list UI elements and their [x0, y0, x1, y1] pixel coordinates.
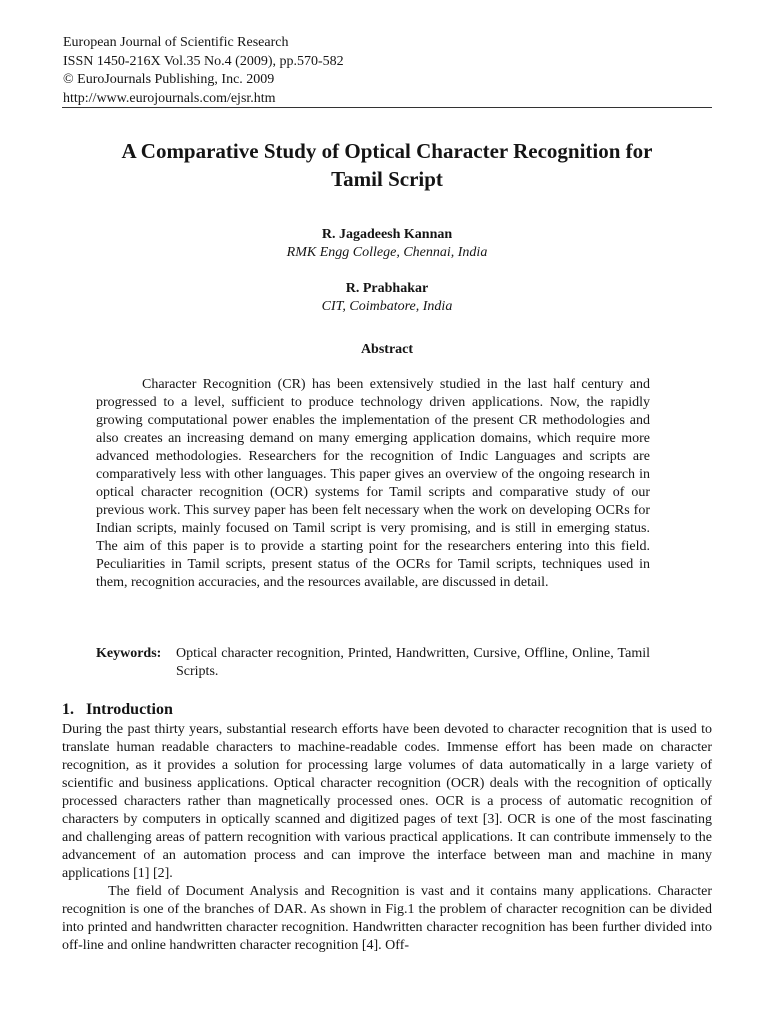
keywords-block: [96, 645, 650, 681]
author-affiliation: CIT, Coimbatore, India: [321, 299, 453, 314]
issn-line: ISSN 1450-216X Vol.35 No.4 (2009), pp.570-582: [63, 53, 344, 69]
author-block-1: [62, 226, 712, 262]
section-heading: [62, 701, 173, 719]
journal-name: European Journal of Scientific Research: [63, 35, 289, 50]
title-line-2: Tamil Script: [331, 167, 443, 191]
introduction-body: [62, 721, 712, 955]
keywords-label: Keywords:: [96, 646, 162, 661]
paper-title: [62, 137, 712, 193]
copyright-line: © EuroJournals Publishing, Inc. 2009: [63, 72, 275, 87]
header-divider: [62, 107, 712, 108]
keywords-text: Optical character recognition, Printed, Handwritten, Cursive, Offline, Online, Tamil Scripts.: [176, 646, 650, 679]
paragraph: The field of Document Analysis and Recognition is vast and it contains many applications. Character recognition is one of the branches of DAR. As shown in Fig.1 the problem of character recognition can be divided into printed and handwritten character recognition. Handwritten character recognition has been further divided into off-line and online handwritten character recognition [4]. Off-: [62, 884, 712, 953]
author-name: R. Prabhakar: [345, 281, 429, 296]
section-title: Introduction: [86, 701, 173, 718]
author-name: R. Jagadeesh Kannan: [321, 227, 453, 242]
abstract-heading: Abstract: [360, 342, 414, 357]
author-block-2: [62, 280, 712, 316]
author-affiliation: RMK Engg College, Chennai, India: [286, 245, 488, 260]
abstract-body: Character Recognition (CR) has been extensively studied in the last half century and progressed to a level, sufficient to produce technology driven applications. Now, the rapidly growing computational power enables the implementation of the present CR methodologies and also creates an increasing demand on many emerging application domains, which require more advanced methodologies. Researchers for the recognition of Indic Languages and scripts are comparatively less with other languages. This paper gives an overview of the ongoing research in optical character recognition (OCR) systems for Tamil scripts and comparative study of our previous work. This survey paper has been felt necessary when the work on developing OCRs for Indian scripts, mainly focused on Tamil script is very promising, and is still in emerging status. The aim of this paper is to provide a starting point for the researchers entering into this field. Peculiarities in Tamil scripts, present status of the OCRs for Tamil scripts, techniques used in them, recognition accuracies, and the resources available, are discussed in detail.: [96, 377, 650, 590]
paragraph: During the past thirty years, substantial research efforts have been devoted to character recognition that is used to translate human readable characters to machine-readable codes. Immense effort has been made on character recognition, as it provides a solution for processing large volumes of data automatically in a large variety of scientific and business applications. Optical character recognition (OCR) deals with the recognition of optically processed characters rather than magnetically processed ones. OCR is a process of automatic recognition of characters by computers in optically scanned and digitized pages of text [3]. OCR is one of the most fascinating and challenging areas of pattern recognition with various practical applications. It can contribute immensely to the advancement of an automation process and can improve the interface between man and machine in many applications [1] [2].: [62, 722, 712, 881]
section-number: 1.: [62, 701, 74, 718]
title-line-1: A Comparative Study of Optical Character Recognition for: [121, 139, 653, 163]
journal-header: [63, 34, 344, 108]
journal-url[interactable]: http://www.eurojournals.com/ejsr.htm: [63, 90, 276, 106]
